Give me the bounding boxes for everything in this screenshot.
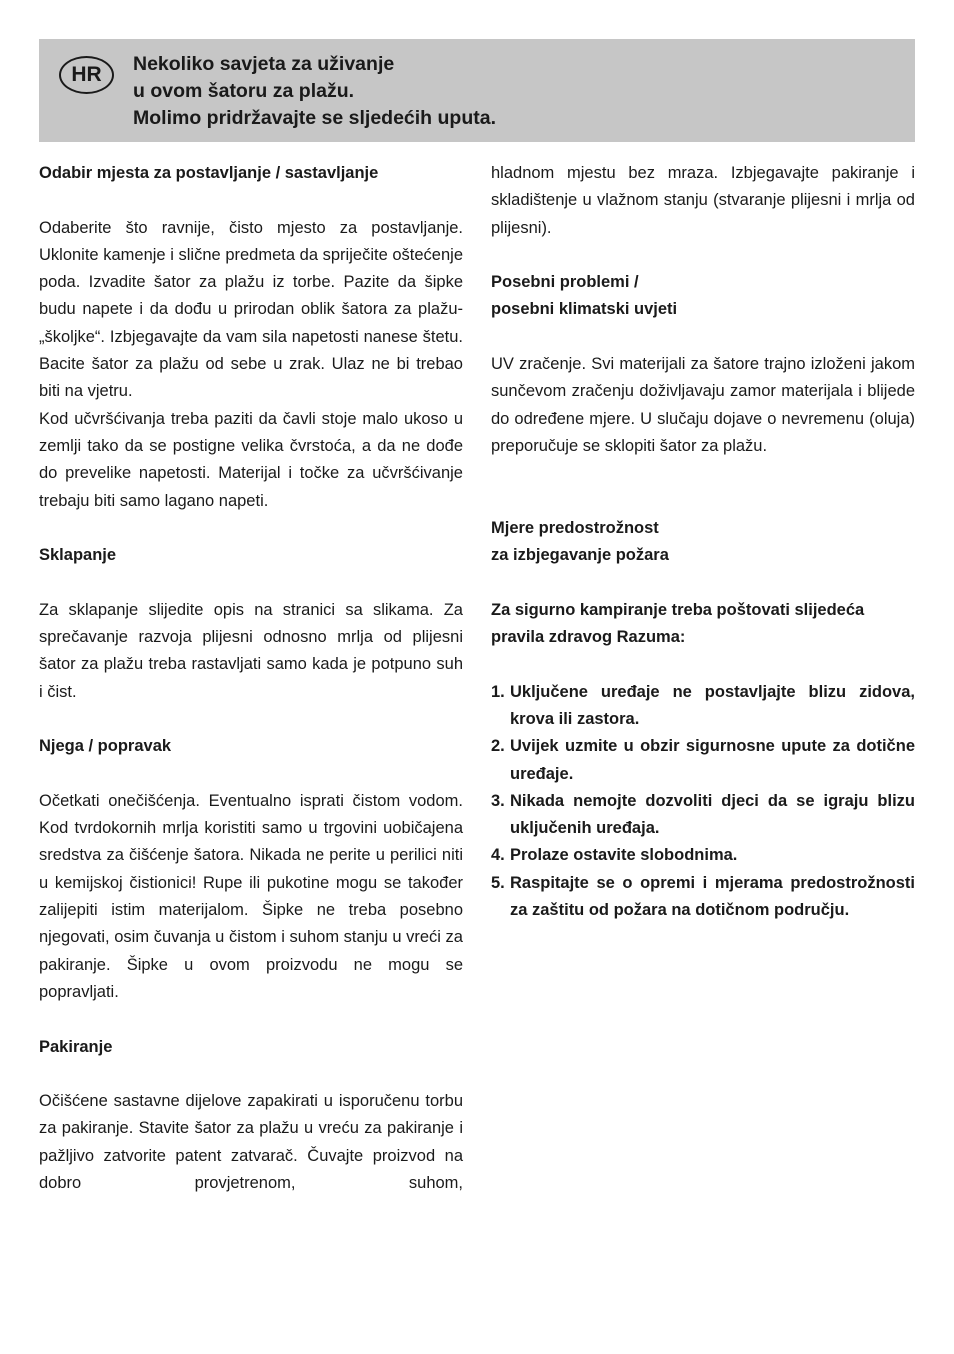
list-item-number: 1. [491, 682, 505, 701]
section-heading-fire-1: Mjere predostrožnost [491, 518, 659, 537]
section-heading-site: Odabir mjesta za postavljanje / sastavljanje [39, 164, 379, 182]
section-heading-care: Njega / popravak [39, 737, 172, 756]
paragraph-care: Očetkati onečišćenja. Eventualno isprati čistom vodom. Kod tvrdokornih mrlja koristiti samo u trgovini uobičajena sredstva za čišćenje šatora. Nikada ne perite u perilici niti u kemijskoj čistionici! Rupe ili pukotine mogu se također zalijepiti istim materijalom. Šipke ne treba posebno njegovati, osim čuvanja u čistom i suhom stanju u vreći za pakiranje. Šipke u ovom proizvodu ne mogu se popravljati. [39, 791, 463, 1001]
section-heading-problems-2: posebni klimatski uvjeti [491, 300, 678, 319]
left-column [39, 160, 463, 1197]
list-item-text: Raspitajte se o opremi i mjerama predostrožnosti za zaštitu od požara na dotičnom području. [510, 873, 915, 920]
page-title [133, 51, 496, 132]
paragraph-site-2: Kod učvršćivanja treba paziti da čavli stoje malo ukoso u zemlji tako da se postigne velika čvrstoća, a da ne dođe do prevelike napetosti. Materijal i točke za učvršćivanje trebaju biti samo lagano napeti. [39, 409, 463, 510]
list-item-number: 4. [491, 846, 505, 865]
list-item [491, 788, 915, 843]
paragraph-problems: UV zračenje. Svi materijali za šatore trajno izloženi jakom sunčevom zračenju doživljavaju zamor materijala i blijede do određene mjere. U slučaju dojave o nevremenu (oluja) preporučuje se sklopiti šator za plažu. [491, 355, 915, 455]
list-item [491, 870, 915, 925]
list-item-text: Prolaze ostavite slobodnima. [510, 846, 738, 865]
list-item-number: 5. [491, 873, 505, 892]
list-item-text: Uvijek uzmite u obzir sigurnosne upute za dotične uređaje. [510, 737, 915, 783]
list-item [491, 733, 915, 788]
paragraph-packing-continued: hladnom mjestu bez mraza. Izbjegavajte pakiranje i skladištenje u vlažnom stanju (stvaranje plijesni i mrlja od plijesni). [491, 164, 915, 237]
fire-safety-list [491, 679, 915, 925]
right-column [491, 160, 915, 924]
paragraph-fire-intro: Za sigurno kampiranje treba poštovati slijedeća pravila zdravog Razuma: [491, 600, 865, 647]
list-item-text: Uključene uređaje ne postavljajte blizu zidova, krova ili zastora. [510, 682, 915, 728]
section-heading-folding: Sklapanje [39, 546, 117, 565]
list-item [491, 842, 915, 869]
list-item-number: 3. [491, 791, 505, 810]
section-heading-problems-1: Posebni problemi / [491, 273, 639, 292]
paragraph-site-1: Odaberite što ravnije, čisto mjesto za postavljanje. Uklonite kamenje i slične predmeta da spriječite oštećenje poda. Izvadite šator za plažu iz torbe. Pazite da šipke budu napete i da dođu u prirodan oblik šatora za plažu-„školjke“. Izbjegavajte da vam sila napetosti nanese štetu. Bacite šator za plažu od sebe u zrak. Ulaz ne bi trebao biti na vjetru. [39, 218, 463, 401]
page-header [39, 39, 915, 142]
section-heading-packing: Pakiranje [39, 1037, 113, 1056]
title-line-3: Molimo pridržavajte se sljedećih uputa. [133, 107, 497, 129]
title-line-2: u ovom šatoru za plažu. [133, 80, 355, 102]
title-line-1: Nekoliko savjeta za uživanje [133, 53, 395, 75]
paragraph-packing: Očišćene sastavne dijelove zapakirati u isporučenu torbu za pakiranje. Stavite šator za plažu u vreću za pakiranje i pažljivo zatvorite patent zatvarač. Čuvajte proizvod na dobro provjetrenom, suhom, [39, 1092, 463, 1192]
list-item-text: Nikada nemojte dozvoliti djeci da se igraju blizu uključenih uređaja. [510, 791, 915, 838]
paragraph-folding: Za sklapanje slijedite opis na stranici sa slikama. Za sprečavanje razvoja plijesni odnosno mrlja od plijesni šator za plažu treba rastavljati samo kada je potpuno suh i čist. [39, 600, 463, 701]
list-item [491, 679, 915, 734]
list-item-number: 2. [491, 737, 505, 756]
section-heading-fire-2: za izbjegavanje požara [491, 546, 669, 565]
language-badge: HR [59, 56, 114, 94]
